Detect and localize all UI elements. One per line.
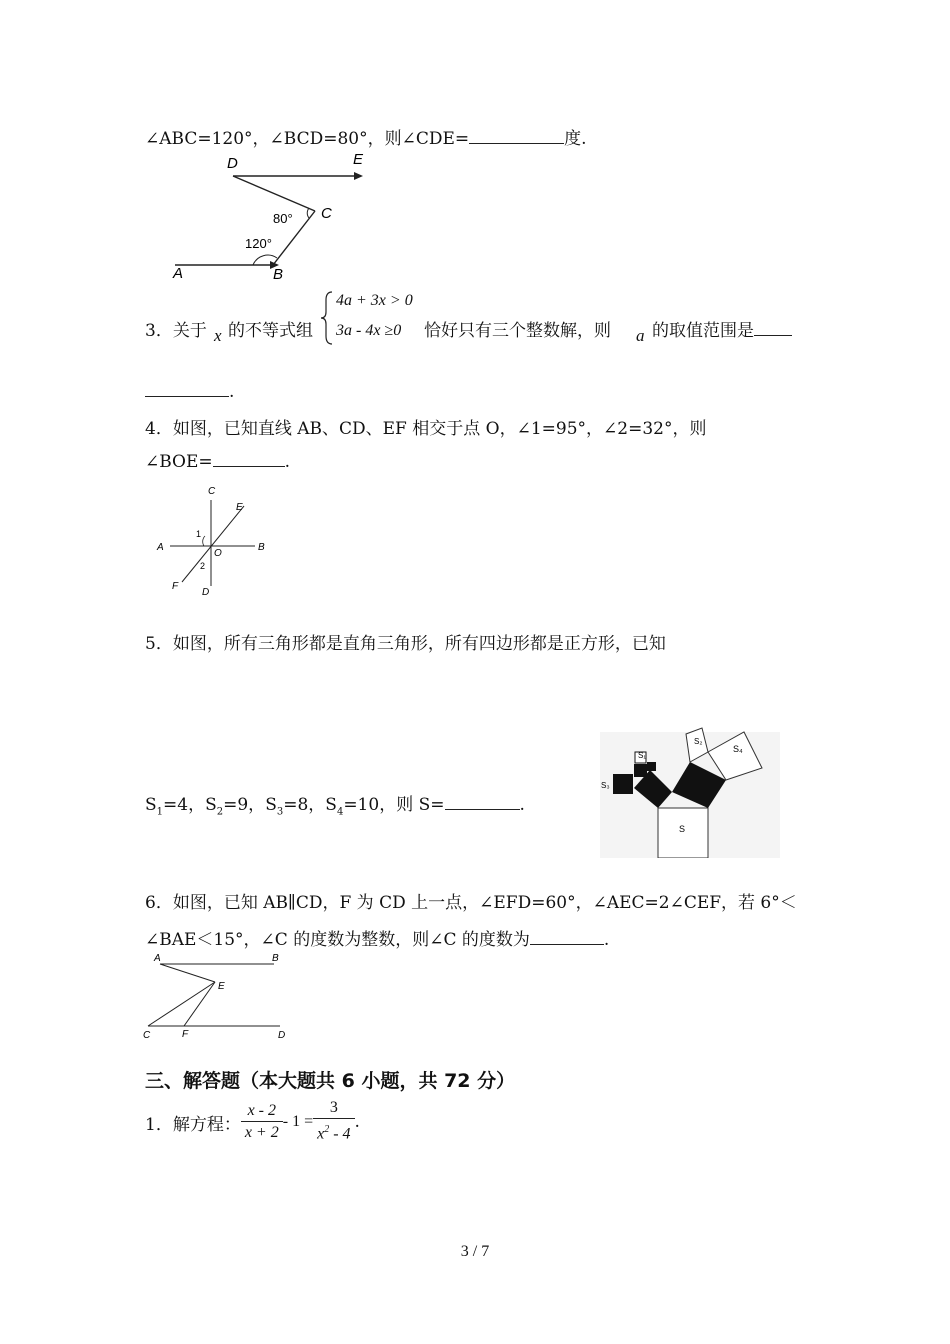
s3-q1 [145, 1095, 360, 1149]
label-b: B [258, 542, 265, 553]
answer-blank[interactable] [213, 452, 285, 467]
arrow-e [354, 172, 363, 180]
brace-icon [320, 290, 334, 346]
q2-suffix: 度. [564, 129, 587, 149]
label-s2: S₂ [694, 737, 703, 746]
label-a: A [173, 265, 184, 282]
q4-line2 [145, 452, 290, 472]
q6-figure [140, 950, 290, 1042]
q3-lead [145, 316, 207, 341]
label-s3: S₃ [601, 781, 610, 790]
label-f: F [182, 1029, 189, 1040]
q3-var-a: a [636, 326, 645, 345]
q6-line2-prefix: ∠BAE＜15°，∠C 的度数为整数，则∠C 的度数为 [145, 930, 530, 950]
q3-var-x: x [214, 326, 222, 345]
label-b: B [273, 266, 284, 283]
q3-ineq-2: 3a - 4x ≥0 [336, 322, 402, 339]
q3-mid: 的不等式组 [228, 321, 313, 341]
q6-line2-suffix: . [603, 930, 610, 950]
label-s1: S₁ [638, 751, 647, 760]
fraction-1-numerator: x - 2 [241, 1101, 283, 1122]
fraction-2-numerator: 3 [313, 1098, 354, 1119]
s3q1-end: . [354, 1112, 360, 1132]
q2-text [145, 124, 587, 149]
label-o: O [214, 548, 222, 559]
s3q1-prefix: 1．解方程： [145, 1114, 241, 1135]
angle-arc-1 [203, 536, 205, 546]
fraction-2-denominator: $x^2 - 4$ [317, 1124, 351, 1143]
q3-blank-cont [145, 382, 234, 402]
q4-line2-suffix: . [284, 452, 291, 472]
s3q1-middle: - 1 = [282, 1113, 314, 1130]
q3-after: 恰好只有三个整数解，则 [424, 321, 611, 341]
label-e: E [218, 981, 225, 992]
answer-blank[interactable] [469, 129, 564, 144]
s2-value: $S_2=9$， [205, 795, 266, 818]
line-dc [233, 176, 315, 211]
q5-line1: 5．如图，所有三角形都是直角三角形，所有四边形都是正方形，已知 [145, 634, 666, 654]
s3-value: $S_3=8$， [265, 795, 326, 818]
line-ef [182, 506, 244, 582]
answer-blank[interactable] [754, 321, 792, 336]
q5-end: . [519, 795, 525, 815]
q2-condition: ∠ABC=120°，∠BCD=80°，则∠CDE= [145, 129, 470, 149]
label-1: 1 [196, 529, 202, 539]
answer-blank[interactable] [530, 930, 604, 945]
label-a: A [154, 953, 161, 964]
s1-value: $S_1=4$， [145, 795, 206, 818]
label-f: F [172, 581, 179, 592]
fraction-1-denominator: x + 2 [244, 1123, 279, 1141]
line-ae [160, 964, 215, 982]
q4-line1: 4．如图，已知直线 AB、CD、EF 相交于点 O，∠1=95°，∠2=32°，则 [145, 419, 707, 439]
label-c: C [143, 1030, 151, 1041]
label-d: D [202, 587, 210, 598]
q4-figure [150, 480, 275, 600]
fraction-2 [313, 1098, 354, 1145]
fraction-1 [241, 1101, 283, 1144]
answer-blank[interactable] [145, 382, 229, 397]
q3-tail [652, 316, 792, 341]
answer-blank[interactable] [445, 795, 520, 810]
q2-figure [165, 148, 375, 283]
q3-end: . [229, 382, 235, 402]
label-c: C [321, 205, 332, 222]
q3-prefix: 3．关于 [145, 321, 207, 341]
q3-tail-text: 的取值范围是 [652, 321, 754, 341]
label-s: S [679, 824, 686, 834]
label-d: D [227, 155, 238, 172]
square-small-b [647, 762, 656, 771]
angle-arc-c [307, 208, 309, 218]
square-s3 [613, 774, 633, 794]
q6-line1: 6．如图，已知 AB∥CD，F 为 CD 上一点，∠EFD=60°，∠AEC=2∠CEF，若 6°＜ [145, 893, 797, 913]
label-c: C [208, 486, 216, 497]
label-120: 120° [245, 236, 272, 251]
q3-ineq-1: 4a + 3x > 0 [336, 292, 413, 309]
square-small-a [634, 764, 647, 777]
label-80: 80° [273, 211, 293, 226]
q6-line2 [145, 925, 609, 950]
label-e: E [353, 151, 364, 168]
label-a: A [157, 542, 164, 553]
section-heading: 三、解答题（本大题共 6 小题，共 72 分） [145, 1070, 516, 1092]
s4-value: $S_4=10$， [325, 795, 397, 818]
q4-line2-prefix: ∠BOE= [145, 452, 213, 472]
label-s4: S₄ [733, 744, 743, 754]
line-ef [184, 982, 215, 1026]
label-b: B [272, 953, 279, 964]
line-ec [148, 982, 215, 1026]
q5-values [145, 790, 525, 817]
q5-figure [600, 722, 780, 858]
page-number: 3 / 7 [460, 1243, 490, 1260]
label-2: 2 [200, 561, 206, 571]
q5-tail: 则 S= [396, 795, 445, 815]
label-e: E [236, 502, 243, 513]
label-d: D [278, 1030, 286, 1041]
